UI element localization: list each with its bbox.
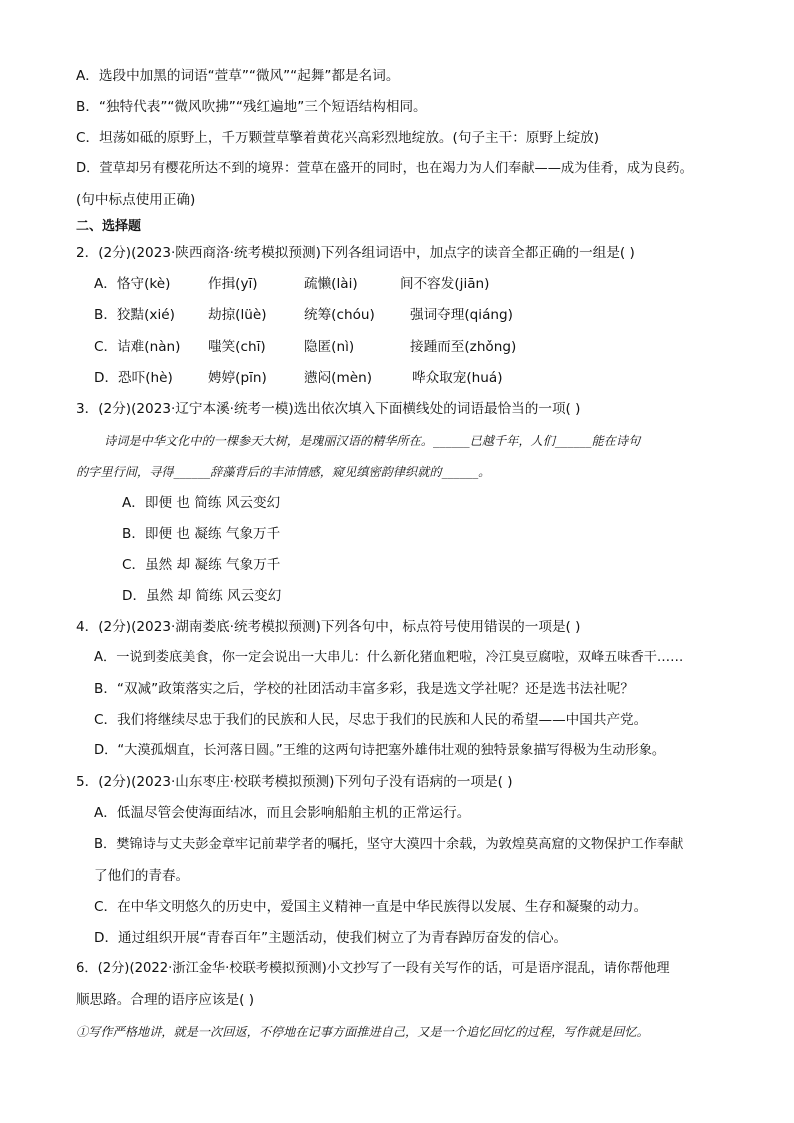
q2-c-2: 嗤笑(chī)	[208, 339, 266, 355]
prev-option-d: D．萱草却另有樱花所达不到的境界：萱草在盛开的同时，也在竭力为人们奉献——成为佳肴，成为良药。	[76, 161, 693, 176]
q2-d-4: 哗众取宠(huá)	[412, 370, 503, 386]
q2-d-2: 娉婷(pīn)	[208, 370, 267, 386]
q4-stem: 4．(2分)(2023·湖南娄底·统考模拟预测)下列各句中，标点符号使用错误的一项是( )	[76, 619, 581, 635]
q2-row-b	[94, 306, 513, 324]
q2-b-4: 强词夺理(qiáng)	[410, 307, 513, 323]
q2-stem: 2．(2分)(2023·陕西商洛·统考模拟预测)下列各组词语中，加点字的读音全都正确的一组是( )	[76, 245, 635, 261]
q3-option-a: A．即便 也 简练 风云变幻	[122, 495, 281, 511]
q2-d-3: 懑闷(mèn)	[304, 370, 373, 386]
q3-passage-line-2: 的字里行间，寻得______辞藻背后的丰沛情感，窥见缜密韵律织就的______。	[76, 465, 491, 479]
q2-row-c	[94, 338, 516, 356]
prev-option-a: A．选段中加黑的词语“萱草”“微风”“起舞”都是名词。	[76, 68, 400, 84]
q3-option-d: D．虽然 却 简练 风云变幻	[122, 588, 282, 604]
q4-option-a: A．一说到娄底美食，你一定会说出一大串儿：什么新化猪血粑啦，冷江臭豆腐啦，双峰五味香干……	[94, 650, 684, 665]
q2-a-2: 作揖(yī)	[208, 276, 258, 292]
q5-option-b: B．樊锦诗与丈夫彭金章牢记前辈学者的嘱托，坚守大漠四十余载，为敦煌莫高窟的文物保护工作奉献	[94, 837, 684, 852]
q2-d-1: D．恐吓(hè)	[94, 370, 173, 386]
q2-a-3: 疏懒(lài)	[304, 276, 358, 292]
q6-stem-cont: 顺思路。合理的语序应该是( )	[76, 992, 255, 1008]
q5-option-b-cont: 了他们的青春。	[94, 868, 190, 884]
q6-passage: ①写作严格地讲，就是一次回返，不停地在记事方面推进自己，又是一个追忆回忆的过程，写作就是回忆。	[76, 1025, 649, 1039]
q2-c-1: C．诘难(nàn)	[94, 339, 181, 355]
q2-c-4: 接踵而至(zhǒng)	[410, 339, 517, 355]
q3-stem: 3．(2分)(2023·辽宁本溪·统考一模)选出依次填入下面横线处的词语最恰当的一项( )	[76, 401, 581, 417]
q5-option-a: A．低温尽管会使海面结冰，而且会影响船舶主机的正常运行。	[94, 805, 471, 821]
q2-a-4: 间不容发(jiān)	[400, 276, 490, 292]
q5-stem: 5．(2分)(2023·山东枣庄·校联考模拟预测)下列句子没有语病的一项是( )	[76, 774, 513, 790]
q3-passage-line-1: 诗词是中华文化中的一棵参天大树，是瑰丽汉语的精华所在。______已越千年，人们______能在诗句	[104, 434, 641, 448]
q2-b-2: 劫掠(lüè)	[208, 307, 267, 323]
q3-option-b: B．即便 也 凝练 气象万千	[122, 526, 281, 542]
q2-a-1: A．恪守(kè)	[94, 276, 171, 292]
q3-option-c: C．虽然 却 凝练 气象万千	[122, 557, 281, 573]
prev-option-b: B．“独特代表”“微风吹拂”“残红遍地”三个短语结构相同。	[76, 99, 427, 115]
q2-b-1: B．狡黠(xié)	[94, 307, 175, 323]
section-title: 二、选择题	[76, 219, 142, 234]
q4-option-d: D．“大漠孤烟直，长河落日圆。”王维的这两句诗把塞外雄伟壮观的独特景象描写得极为生动形象。	[94, 743, 666, 758]
prev-option-d-cont: (句中标点使用正确)	[76, 192, 196, 208]
q5-option-d: D．通过组织开展“青春百年”主题活动，使我们树立了为青春踔厉奋发的信心。	[94, 930, 568, 946]
q4-option-c: C．我们将继续尽忠于我们的民族和人民，尽忠于我们的民族和人民的希望——中国共产党。	[94, 712, 648, 728]
q2-row-a	[94, 275, 489, 293]
q4-option-b: B．“双减”政策落实之后，学校的社团活动丰富多彩，我是选文学社呢？还是选书法社呢？	[94, 681, 634, 697]
q2-row-d	[94, 369, 503, 387]
q2-b-3: 统筹(chóu)	[304, 307, 375, 323]
q5-option-c: C．在中华文明悠久的历史中，爱国主义精神一直是中华民族得以发展、生存和凝聚的动力。	[94, 899, 648, 915]
prev-option-c: C．坦荡如砥的原野上，千万颗萱草擎着黄花兴高彩烈地绽放。(句子主干：原野上绽放)	[76, 130, 600, 146]
q6-stem: 6．(2分)(2022·浙江金华·校联考模拟预测)小文抄写了一段有关写作的话，可是语序混乱，请你帮他理	[76, 961, 670, 976]
q2-c-3: 隐匿(nì)	[304, 339, 355, 355]
